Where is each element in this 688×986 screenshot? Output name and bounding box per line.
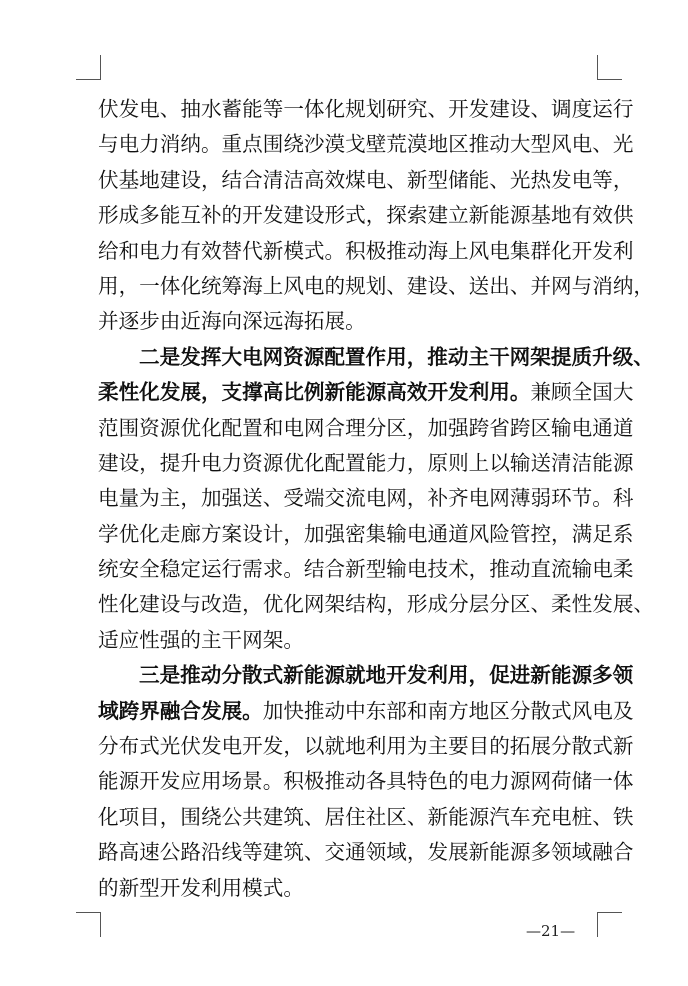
text-line — [98, 340, 654, 375]
crop-mark-bottom-right — [597, 912, 622, 937]
text-line: 电量为主，加强送、受端交流电网，补齐电网薄弱环节。科 — [98, 486, 634, 511]
text-line: 学优化走廊方案设计，加强密集输电通道风险管控，满足系 — [98, 521, 634, 546]
text-line: 化项目，围绕公共建筑、居住社区、新能源汽车充电桩、铁 — [98, 804, 634, 829]
text-line — [98, 658, 634, 693]
text-line: 性化建设与改造，优化网架结构，形成分层分区、柔性发展、 — [98, 592, 655, 617]
text-line: 范围资源优化配置和电网合理分区，加强跨省跨区输电通道 — [98, 415, 634, 440]
text-line: 伏基地建设，结合清洁高效煤电、新型储能、光热发电等， — [98, 167, 634, 192]
page-number: —21— — [526, 922, 576, 940]
text-line: 与电力消纳。重点围绕沙漠戈壁荒漠地区推动大型风电、光 — [98, 132, 634, 157]
bold-heading: 柔性化发展，支撑高比例新能源高效开发利用。 — [98, 380, 531, 405]
text-line: 形成多能互补的开发建设形式，探索建立新能源基地有效供 — [98, 203, 634, 228]
bold-heading: 域跨界融合发展。 — [98, 698, 263, 723]
text-line: 给和电力有效替代新模式。积极推动海上风电集群化开发利 — [98, 238, 634, 263]
text-line: 用，一体化统筹海上风电的规划、建设、送出、并网与消纳， — [98, 273, 655, 298]
crop-mark-bottom-left — [76, 912, 101, 937]
text-line: 域跨界融合发展。加快推动中东部和南方地区分散式风电及 — [98, 698, 634, 723]
text-line: 并逐步由近海向深远海拓展。 — [98, 309, 366, 334]
text-line: 建设，提升电力资源优化配置能力，原则上以输送清洁能源 — [98, 450, 634, 475]
text-line: 适应性强的主干网架。 — [98, 627, 304, 652]
text-line: 能源开发应用场景。积极推动各具特色的电力源网荷储一体 — [98, 769, 634, 794]
text-line: 柔性化发展，支撑高比例新能源高效开发利用。兼顾全国大 — [98, 380, 634, 405]
text-line: 统安全稳定运行需求。结合新型输电技术，推动直流输电柔 — [98, 557, 634, 582]
crop-mark-top-left — [76, 55, 101, 80]
text-line: 路高速公路沿线等建筑、交通领域，发展新能源多领域融合 — [98, 840, 634, 865]
text-line: 的新型开发利用模式。 — [98, 875, 304, 900]
text-line: 伏发电、抽水蓄能等一体化规划研究、开发建设、调度运行 — [98, 97, 634, 121]
bold-heading: 二是发挥大电网资源配置作用，推动主干网架提质升级、 — [139, 344, 654, 369]
crop-mark-top-right — [597, 55, 622, 80]
text-line: 分布式光伏发电开发，以就地利用为主要目的拓展分散式新 — [98, 734, 634, 759]
document-body — [98, 92, 655, 906]
bold-heading: 三是推动分散式新能源就地开发利用，促进新能源多领 — [139, 663, 634, 688]
